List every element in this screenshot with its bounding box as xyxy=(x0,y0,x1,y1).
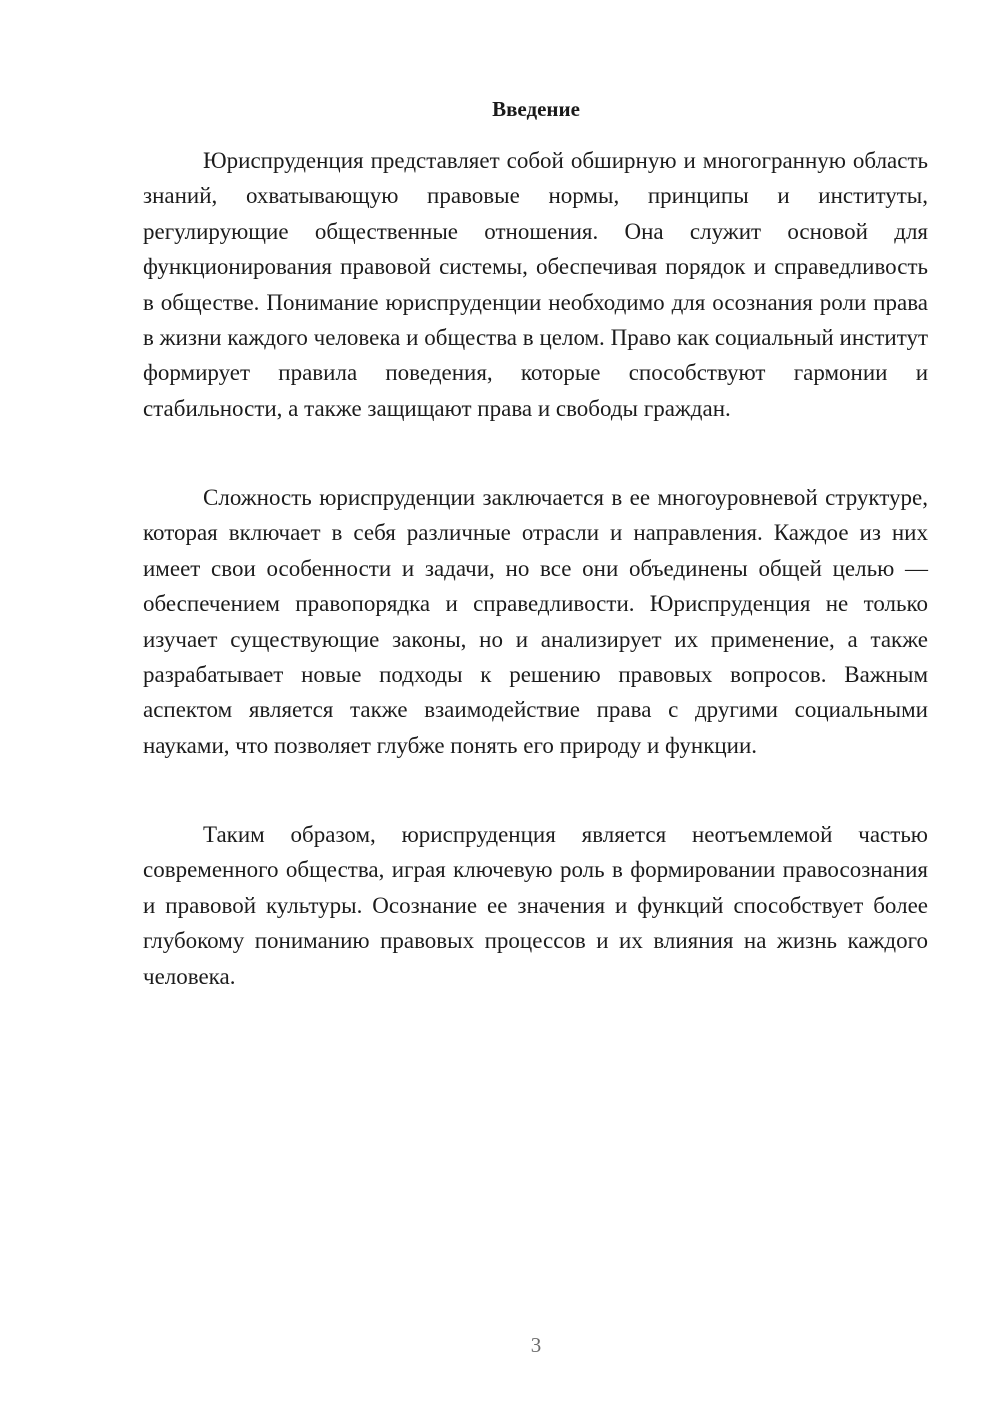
paragraph-3: Таким образом, юриспруденция является неотъемлемой частью современного общества, играя ключевую роль в формировании правосознания и правовой культуры. Осознание ее значения и функций способствует более глубокому пониманию правовых процессов и их влияния на жизнь каждого человека. xyxy=(143,822,928,989)
heading-container xyxy=(0,97,1000,122)
page-number: 3 xyxy=(530,1333,542,1357)
paragraph-2: Сложность юриспруденции заключается в ее многоуровневой структуре, которая включает в себя различные отрасли и направления. Каждое из них имеет свои особенности и задачи, но все они объединены общей целью — обеспечением правопорядка и справедливости. Юриспруденция не только изучает существующие законы, но и анализирует их применение, а также разрабатывает новые подходы к решению правовых вопросов. Важным аспектом является также взаимодействие права с другими социальными науками, что позволяет глубже понять его природу и функции. xyxy=(143,485,928,758)
page-title: Введение xyxy=(492,97,580,121)
paragraph-1: Юриспруденция представляет собой обширную и многогранную область знаний, охватывающую правовые нормы, принципы и институты, регулирующие общественные отношения. Она служит основой для функционирования правовой системы, обеспечивая порядок и справедливость в обществе. Понимание юриспруденции необходимо для осознания роли права в жизни каждого человека и общества в целом. Право как социальный институт формирует правила поведения, которые способствуют гармонии и стабильности, а также защищают права и свободы граждан. xyxy=(143,148,928,421)
